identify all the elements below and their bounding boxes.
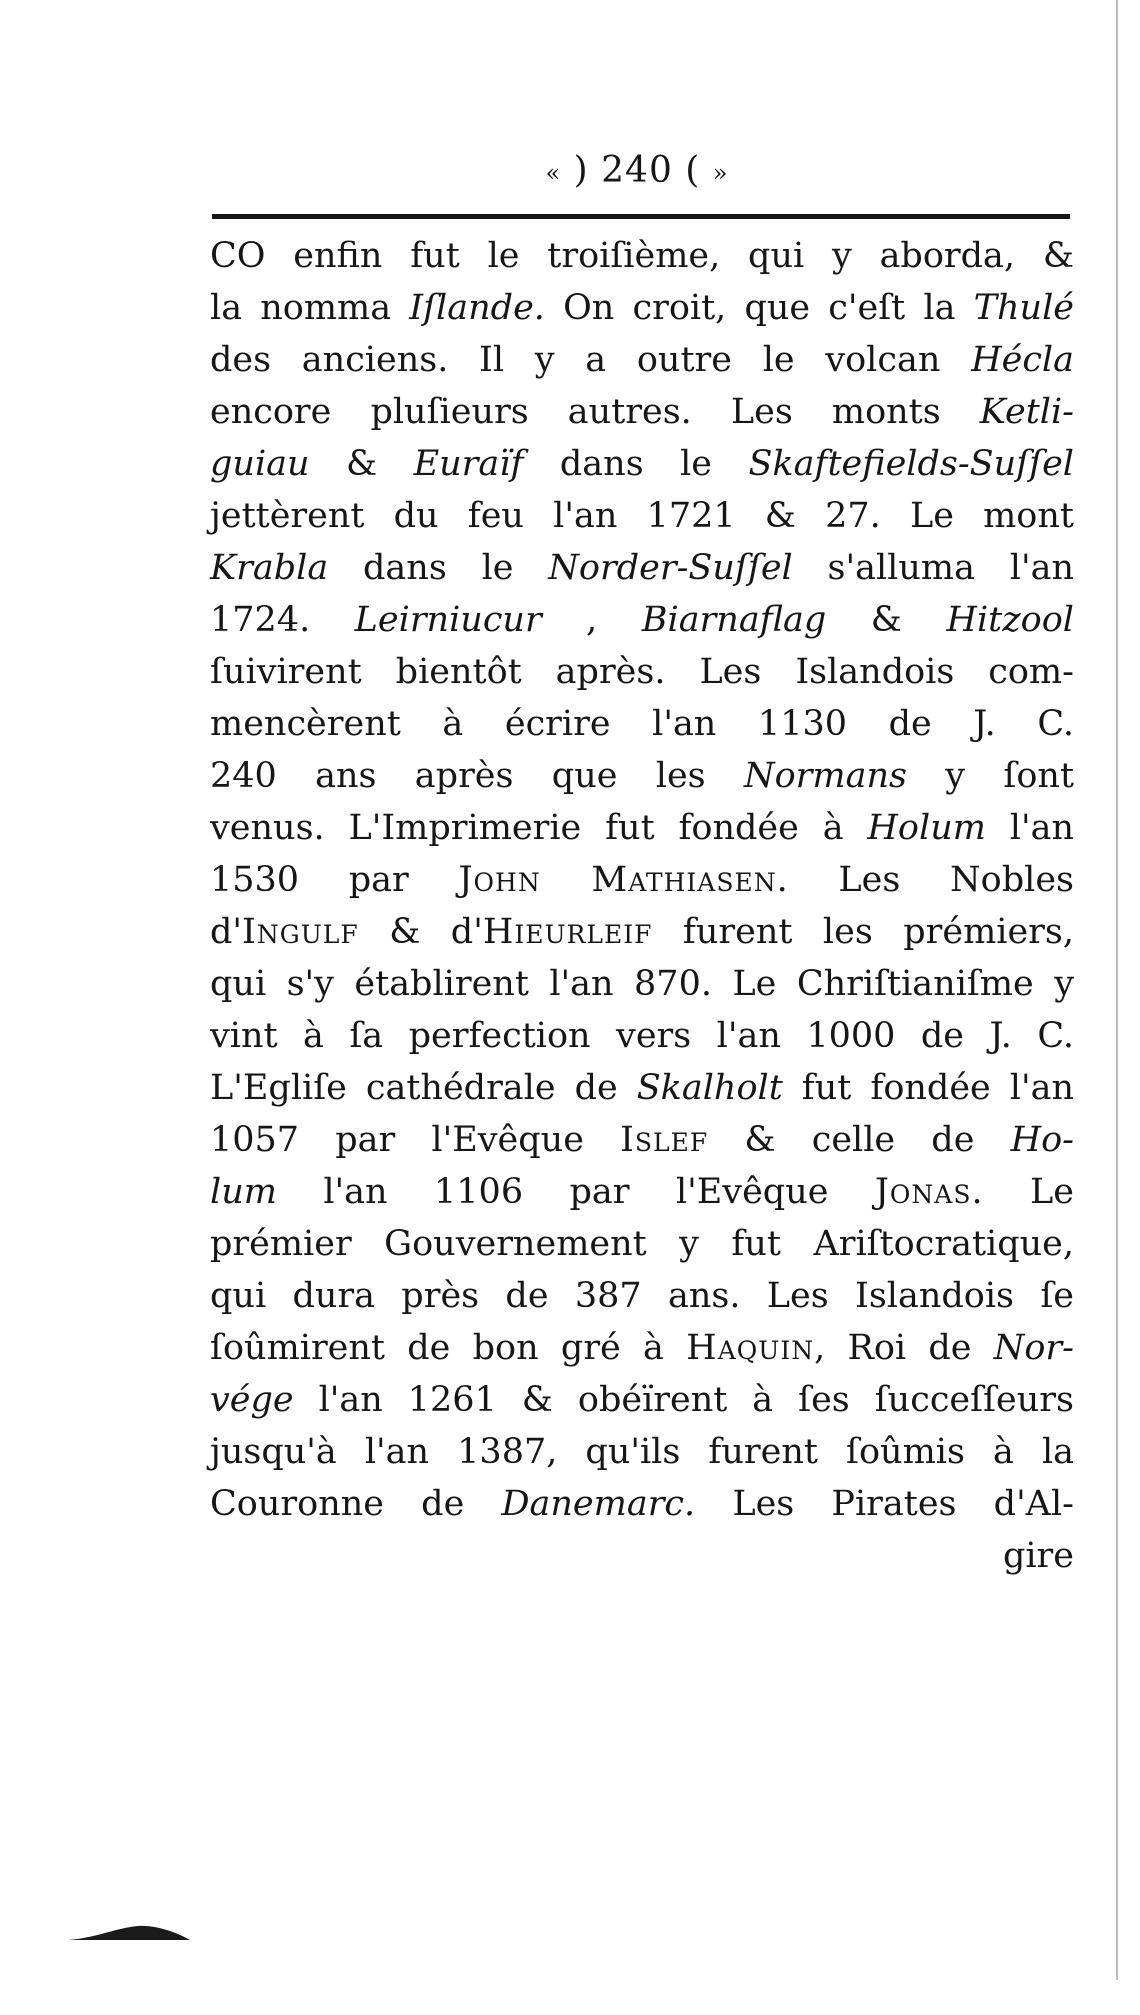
text-span: Le [983,1172,1074,1212]
text-span: l'an 1106 par l'Evêque [276,1172,875,1212]
text-line [210,1478,1074,1530]
small-caps-span: John Mathiasen. [458,860,789,900]
text-span: 1057 par l'Evêque [210,1120,621,1160]
text-span: qui s'y établirent l'an 870. Le Chriſtianiſme y [210,964,1074,1004]
text-span: On croit, que c'eſt la [544,288,974,328]
text-span: furent les prémiers, [652,912,1074,952]
page-number: ) 240 ( [573,150,701,191]
page-header [212,150,1062,191]
italic-span: guiau [210,444,310,484]
text-line [210,438,1074,490]
text-span: & d' [358,912,483,952]
text-line [210,282,1074,334]
right-ornament-icon: » [712,159,729,187]
italic-span: Nor- [993,1328,1074,1368]
text-line [210,1218,1074,1270]
text-span: venus. L'Imprimerie fut fondée à [210,808,868,848]
text-line [210,802,1074,854]
text-line [210,594,1074,646]
text-span: des anciens. Il y a outre le volcan [210,340,972,380]
left-ornament-icon: « [545,159,562,187]
text-span: ſoûmirent de bon gré à [210,1328,687,1368]
text-span: encore pluſieurs autres. Les monts [210,392,980,432]
italic-span: Biarnaflag [641,600,827,640]
text-body [210,230,1074,1582]
text-span: ſuivirent bientôt après. Les Islandois com- [210,652,1074,692]
text-span: jettèrent du feu l'an 1721 & 27. Le mont [210,496,1074,536]
text-span: l'an 1261 & obéïrent à ſes ſucceſſeurs [293,1380,1074,1420]
small-caps-span: Haquin [686,1328,815,1368]
text-span: l'an [985,808,1074,848]
italic-span: Hitzool [946,600,1074,640]
text-line [210,646,1074,698]
italic-span: Danemarc. [501,1484,696,1524]
text-span: fut fondée l'an [782,1068,1074,1108]
text-line [210,490,1074,542]
text-line [210,958,1074,1010]
text-line [210,230,1074,282]
text-line [210,334,1074,386]
text-span: prémier Gouvernement y fut Ariſtocratique, [210,1224,1074,1264]
italic-span: Norder-Suſſel [548,548,793,588]
text-span: , [541,600,642,640]
text-line [210,1322,1074,1374]
text-line [210,1426,1074,1478]
text-line [210,1270,1074,1322]
text-line [210,1530,1074,1582]
text-line [210,1166,1074,1218]
text-span: vint à ſa perfection vers l'an 1000 de J. C. [210,1016,1074,1056]
text-span: y ſont [906,756,1075,796]
italic-span: Iſlande. [409,288,545,328]
italic-span: Euraïf [413,444,524,484]
text-span: la nomma [210,288,410,328]
text-span: & [826,600,947,640]
italic-span: Leirniucur [354,600,542,640]
text-span: 240 ans après que les [210,756,744,796]
text-span: mencèrent à écrire l'an 1130 de J. C. [210,704,1074,744]
small-caps-span: Islef [620,1120,709,1160]
text-span: CO enfin fut le troiſième, qui y aborda, & [210,236,1074,276]
text-span: Couronne de [210,1484,502,1524]
ink-blot-icon [66,1924,192,1942]
italic-span: Ho- [1010,1120,1074,1160]
text-line [210,542,1074,594]
small-caps-span: Jonas. [874,1172,984,1212]
header-rule [212,214,1070,219]
italic-span: Hécla [971,340,1074,380]
text-line [210,1062,1074,1114]
italic-span: lum [210,1172,277,1212]
text-span: , Roi de [814,1328,994,1368]
page-edge-line [1116,0,1118,1980]
text-line [210,854,1074,906]
text-line [210,1374,1074,1426]
text-span: 1530 par [210,860,459,900]
text-span: & celle de [708,1120,1011,1160]
text-span: Les Nobles [788,860,1074,900]
text-line [210,698,1074,750]
text-line [210,386,1074,438]
text-line [210,1114,1074,1166]
text-line [210,750,1074,802]
text-span: Les Pirates d'Al- [695,1484,1074,1524]
italic-span: Thulé [973,288,1075,328]
text-span: jusqu'à l'an 1387, qu'ils furent ſoûmis à la [210,1432,1074,1472]
italic-span: Normans [743,756,907,796]
small-caps-span: Ingulf [242,912,359,952]
text-span: s'alluma l'an [792,548,1074,588]
italic-span: Ketli- [979,392,1074,432]
text-span: & [309,444,414,484]
text-span: d' [210,912,243,952]
italic-span: Skalholt [636,1068,783,1108]
italic-span: Skaftefields-Suſſel [748,444,1074,484]
text-span: qui dura près de 387 ans. Les Islandois ſe [210,1276,1074,1316]
small-caps-span: Hieurleif [482,912,653,952]
text-span: gire [1002,1536,1074,1576]
italic-span: Krabla [210,548,329,588]
italic-span: vége [210,1380,294,1420]
text-line [210,906,1074,958]
text-span: dans le [523,444,749,484]
text-span: dans le [328,548,549,588]
text-line [210,1010,1074,1062]
text-span: L'Egliſe cathédrale de [210,1068,637,1108]
italic-span: Holum [867,808,986,848]
text-span: 1724. [210,600,355,640]
